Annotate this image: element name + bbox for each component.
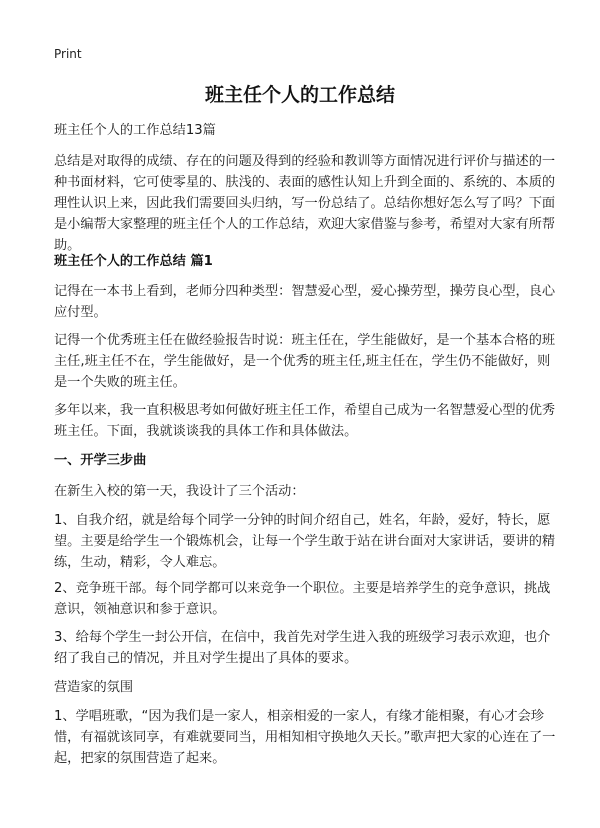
document-title: 班主任个人的工作总结 xyxy=(204,84,395,106)
document-subtitle: 班主任个人的工作总结13篇 xyxy=(54,123,216,138)
section-heading-family-atmosphere: 营造家的氛围 xyxy=(54,680,134,695)
section-heading-three-steps: 一、开学三步曲 xyxy=(54,453,147,468)
paragraph-teacher-types: 记得在一本书上看到，老师分四种类型：智慧爱心型，爱心操劳型，操劳良心型，良心应付型。 xyxy=(54,284,556,320)
paragraph-self-introduction: 1、自我介绍，就是给每个同学一分钟的时间介绍自己，姓名，年龄，爱好，特长，愿望。主要是给学生一个锻炼机会，让每一个学生敢于站在讲台面对大家讲话，要讲的精练，生动，精彩，令人难忘。 xyxy=(54,513,556,570)
paragraph-years-reflection: 多年以来，我一直积极思考如何做好班主任工作，希望自己成为一名智慧爱心型的优秀班主任。下面，我就谈谈我的具体工作和具体做法。 xyxy=(54,403,556,439)
paragraph-class-song: 1、学唱班歌，“因为我们是一家人，相亲相爱的一家人，有缘才能相聚，有心才会珍惜，有福就该同享，有难就要同当，用相知相守换地久天长。”歌声把大家的心连在了一起，把家的氛围营造了起来。 xyxy=(54,709,556,766)
paragraph-open-letter: 3、给每个学生一封公开信，在信中，我首先对学生进入我的班级学习表示欢迎，也介绍了我自己的情况，并且对学生提出了具体的要求。 xyxy=(54,630,551,666)
paragraph-first-day: 在新生入校的第一天，我设计了三个活动： xyxy=(54,484,305,499)
paragraph-class-leaders: 2、竞争班干部。每个同学都可以来竞争一个职位。主要是培养学生的竞争意识，挑战意识，领袖意识和参于意识。 xyxy=(54,581,551,617)
paragraph-excellent-teacher: 记得一个优秀班主任在做经验报告时说：班主任在，学生能做好，是一个基本合格的班主任,班主任不在，学生能做好，是一个优秀的班主任,班主任在，学生仍不能做好，则是一个失败的班主任。 xyxy=(54,333,556,390)
print-link[interactable]: Print xyxy=(54,47,82,61)
intro-paragraph: 总结是对取得的成绩、存在的问题及得到的经验和教训等方面情况进行评价与描述的一种书面材料，它可使零星的、肤浅的、表面的感性认知上升到全面的、系统的、本质的理性认识上来，因此我们需要回头归纳，写一份总结了。总结你想好怎么写了吗？下面是小编帮大家整理的班主任个人的工作总结，欢迎大家借鉴与参考，希望对大家有所帮助。 xyxy=(54,154,556,253)
section-heading-part1: 班主任个人的工作总结 篇1 xyxy=(54,254,213,269)
